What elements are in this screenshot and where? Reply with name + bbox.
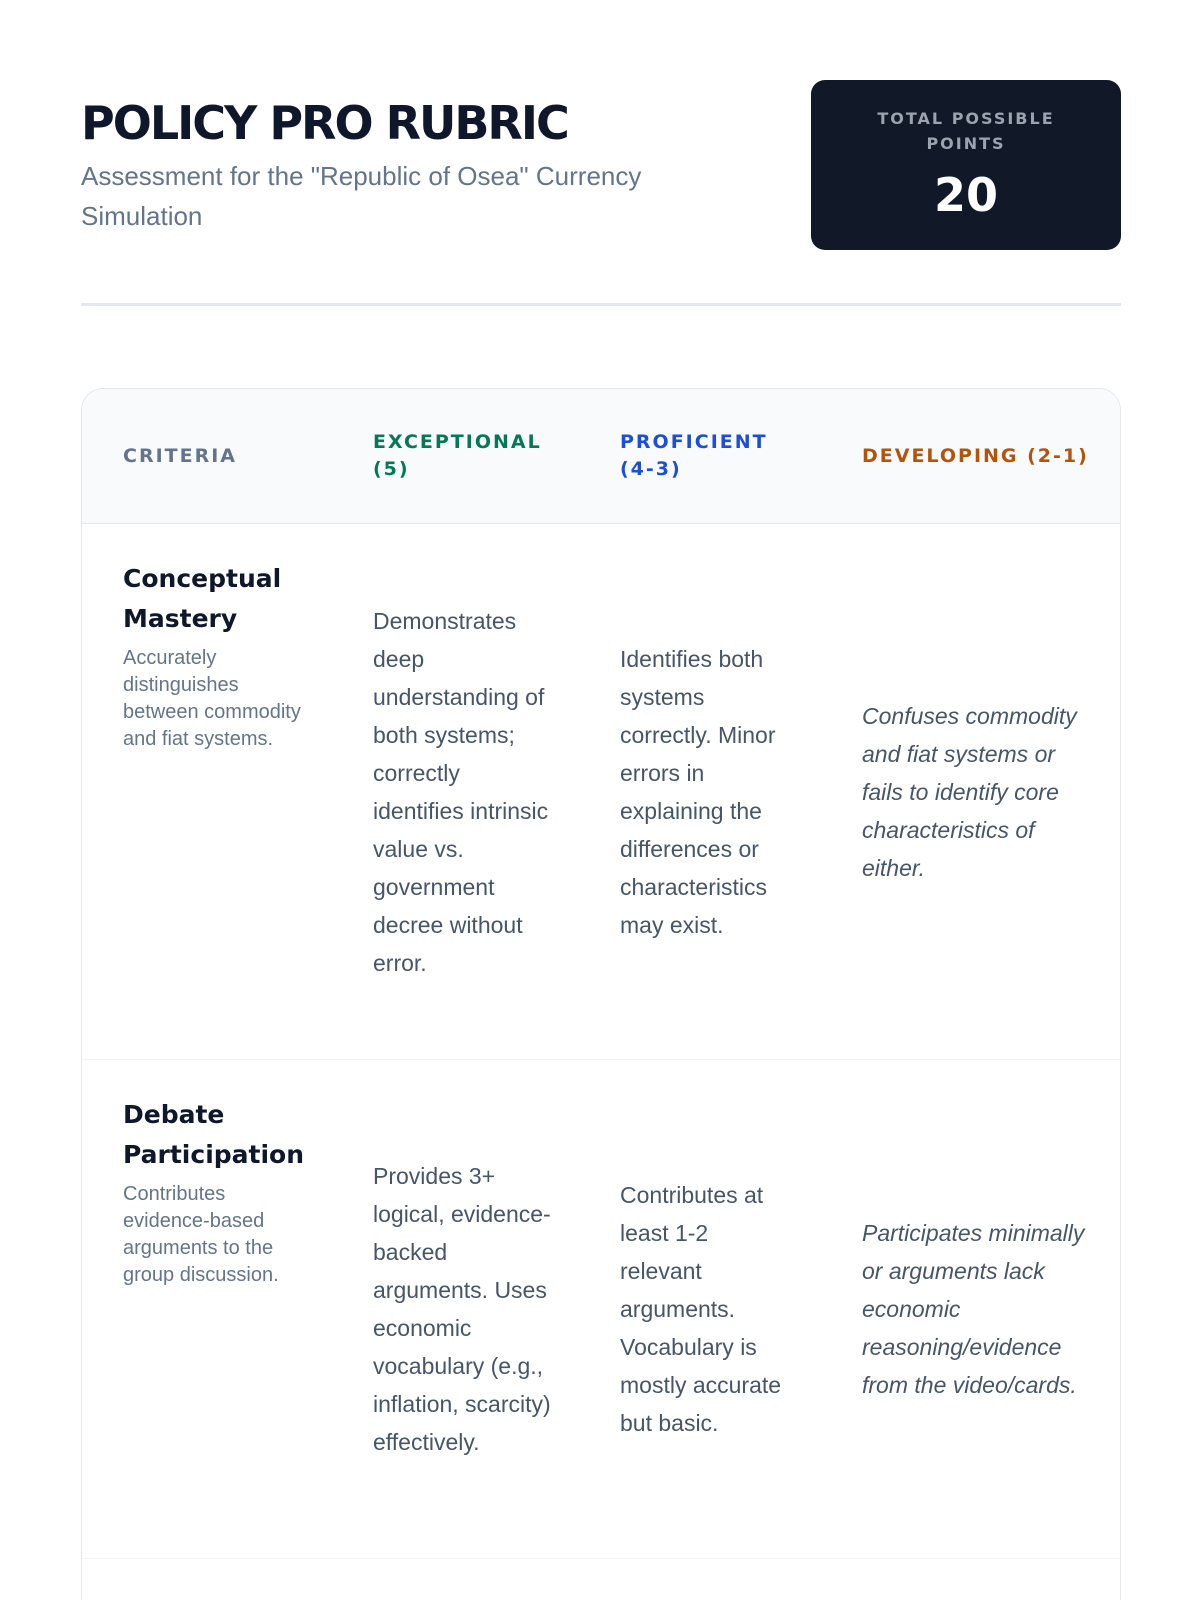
criterion-cell xyxy=(123,559,303,753)
criterion-name: Conceptual Mastery xyxy=(123,564,282,633)
criterion-cell xyxy=(123,1095,303,1289)
criterion-name: Debate Participation xyxy=(123,1100,305,1169)
exceptional-cell xyxy=(373,1060,553,1558)
header-exceptional: EXCEPTIONAL (5) xyxy=(373,431,542,480)
header-developing: DEVELOPING (2-1) xyxy=(862,444,1089,467)
total-points-label: TOTAL POSSIBLE POINTS xyxy=(877,109,1055,153)
page-title: POLICY PRO RUBRIC xyxy=(81,96,568,150)
developing-cell xyxy=(862,524,1090,1059)
developing-cell xyxy=(862,1060,1090,1558)
exceptional-text: Provides 3+ logical, evidence-backed arguments. Uses economic vocabulary (e.g., inflation, scarcity) effectively. xyxy=(373,1163,551,1455)
criterion-description: Accurately distinguishes between commodity and fiat systems. xyxy=(123,647,301,750)
page-subtitle: Assessment for the "Republic of Osea" Currency Simulation xyxy=(81,161,642,231)
proficient-text: Identifies both systems correctly. Minor errors in explaining the differences or characteristics may exist. xyxy=(620,645,776,938)
rubric-table xyxy=(81,388,1121,1600)
developing-text: Participates minimally or arguments lack economic reasoning/evidence from the video/cards. xyxy=(862,1220,1085,1398)
proficient-text: Contributes at least 1-2 relevant arguments. Vocabulary is mostly accurate but basic. xyxy=(620,1182,782,1436)
total-points-card xyxy=(811,80,1121,250)
proficient-cell xyxy=(620,524,790,1059)
header-divider xyxy=(81,303,1121,306)
header-proficient: PROFICIENT (4-3) xyxy=(620,431,768,480)
criterion-description: Contributes evidence-based arguments to the group discussion. xyxy=(123,1183,279,1286)
header-criteria: CRITERIA xyxy=(123,444,237,467)
exceptional-cell xyxy=(373,524,553,1059)
proficient-cell xyxy=(620,1060,790,1558)
total-points-value: 20 xyxy=(933,168,998,222)
exceptional-text: Demonstrates deep understanding of both systems; correctly identifies intrinsic value vs. government decree without error. xyxy=(373,607,549,976)
table-row xyxy=(82,524,1120,1060)
table-row xyxy=(82,1060,1120,1559)
page-header xyxy=(81,80,1121,250)
table-header-row xyxy=(82,389,1120,524)
developing-text: Confuses commodity and fiat systems or fails to identify core characteristics of either. xyxy=(862,702,1077,881)
